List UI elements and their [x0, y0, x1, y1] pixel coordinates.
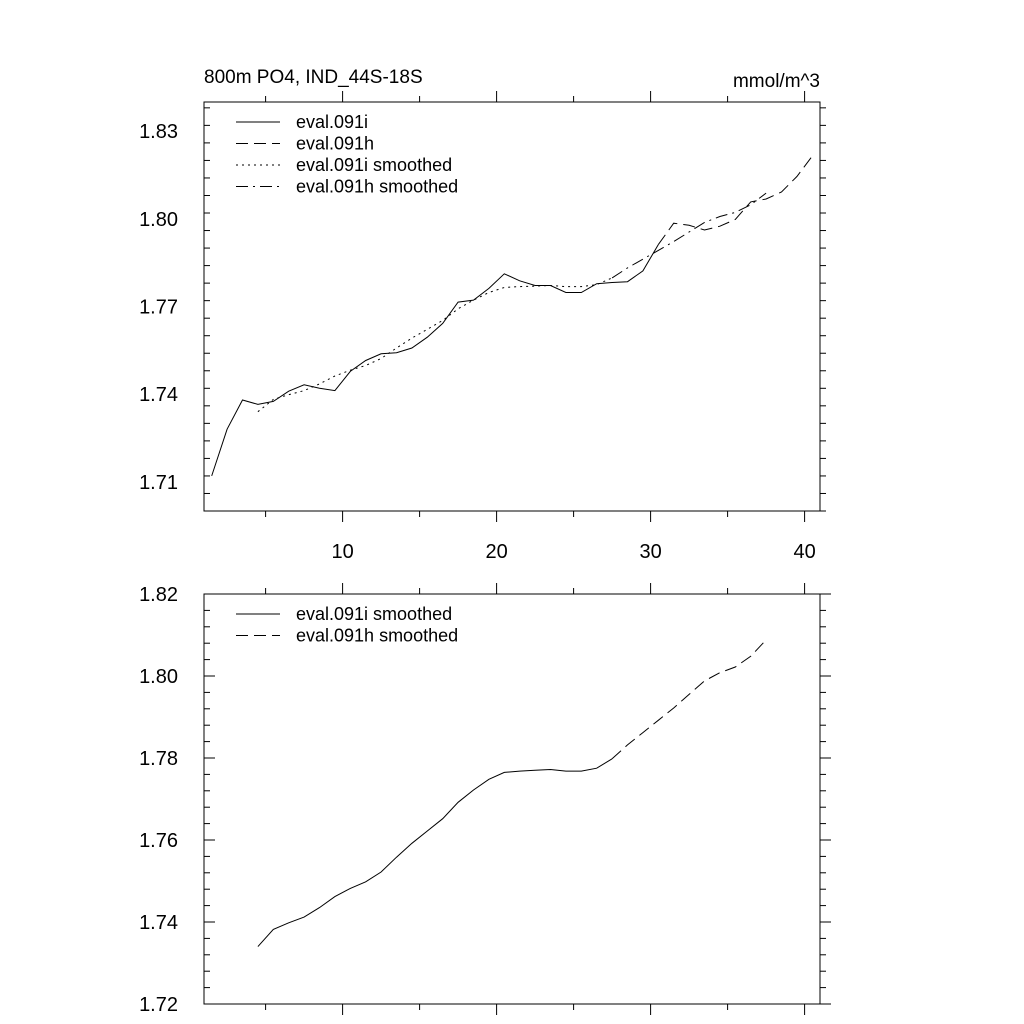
y-tick-label: 1.77: [139, 296, 178, 319]
chart-title: 800m PO4, IND_44S-18S: [204, 67, 423, 88]
series-line-eval-091h-smoothed: [612, 640, 766, 759]
legend-label: eval.091h smoothed: [296, 625, 459, 646]
bottom-panel: [139, 583, 831, 1016]
series-line-eval-091i: [212, 245, 659, 476]
series-line-eval-091h: [658, 156, 812, 245]
y-tick-label: 1.71: [139, 471, 178, 494]
y-tick-label: 1.74: [139, 384, 178, 407]
top-panel: [139, 67, 826, 563]
y-tick-label: 1.72: [139, 994, 178, 1016]
series-line-eval-091h-smoothed: [612, 193, 766, 278]
top-series-group: [212, 156, 813, 476]
y-tick-label: 1.76: [139, 830, 178, 852]
y-tick-label: 1.78: [139, 748, 178, 770]
y-tick-label: 1.83: [139, 121, 178, 144]
x-tick-label: 20: [485, 541, 508, 563]
bottom-axis-ticks: [139, 583, 831, 1016]
y-tick-label: 1.80: [139, 208, 178, 231]
x-tick-label: 10: [331, 541, 354, 563]
y-tick-label: 1.80: [139, 666, 178, 688]
units-label: mmol/m^3: [732, 71, 820, 92]
legend-label: eval.091i smoothed: [296, 155, 453, 175]
x-tick-label: 40: [793, 541, 816, 563]
series-line-eval-091i-smoothed: [258, 278, 612, 412]
legend-label: eval.091h: [296, 133, 375, 154]
top-legend: [236, 112, 458, 197]
bottom-series-group: [258, 640, 766, 947]
bottom-legend: [236, 604, 458, 646]
top-axis-ticks: [139, 91, 826, 563]
legend-label: eval.091h smoothed: [296, 176, 459, 197]
x-tick-label: 30: [639, 541, 662, 563]
y-tick-label: 1.82: [139, 584, 178, 606]
y-tick-label: 1.74: [139, 912, 178, 934]
legend-label: eval.091i: [296, 112, 369, 132]
series-line-eval-091i-smoothed: [258, 759, 612, 947]
bottom-plot-frame: [204, 594, 820, 1004]
legend-label: eval.091i smoothed: [296, 604, 453, 624]
